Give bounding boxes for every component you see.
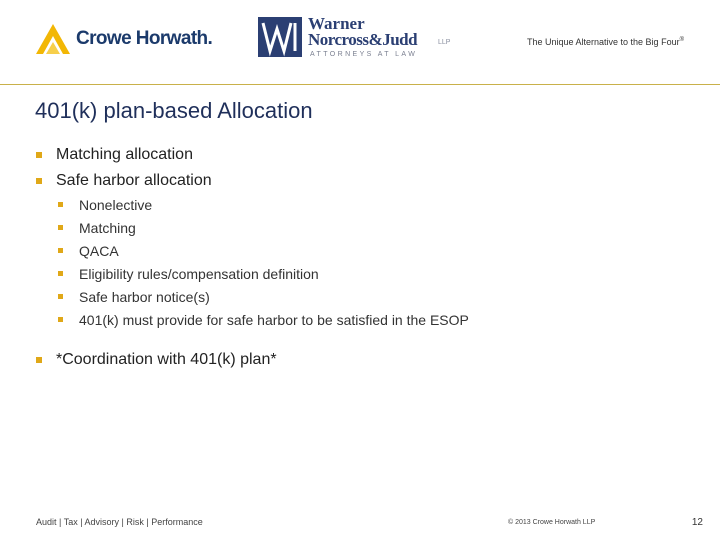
crowe-logo-text: Crowe Horwath.	[76, 28, 213, 49]
bullet-item: Matching allocation	[36, 144, 696, 170]
slide-title: 401(k) plan-based Allocation	[35, 98, 313, 123]
crowe-chevron-icon	[36, 24, 70, 54]
bullet-square-icon	[58, 271, 63, 276]
bullet-square-icon	[58, 202, 63, 207]
bullet-square-icon	[36, 357, 42, 363]
sub-bullet-item: Safe harbor notice(s)	[58, 288, 696, 311]
slide-header	[0, 0, 720, 84]
sub-bullet-item: 401(k) must provide for safe harbor to be satisfied in the ESOP	[58, 311, 696, 334]
bullet-list	[36, 144, 696, 375]
header-divider	[0, 84, 720, 85]
bullet-item: *Coordination with 401(k) plan*	[36, 349, 696, 375]
bullet-square-icon	[36, 178, 42, 184]
wnj-monogram-icon	[258, 17, 302, 57]
sub-bullet-item: Eligibility rules/compensation definition	[58, 265, 696, 288]
wnj-logo-subtitle: ATTORNEYS AT LAW	[310, 51, 418, 58]
wnj-logo-line1: Warner	[308, 14, 365, 33]
sub-bullet-item: QACA	[58, 242, 696, 265]
sub-bullet-list	[58, 196, 696, 334]
bullet-square-icon	[36, 152, 42, 158]
sub-bullet-item: Matching	[58, 219, 696, 242]
warner-norcross-judd-logo	[258, 15, 458, 61]
bullet-square-icon	[58, 225, 63, 230]
page-number: 12	[691, 517, 703, 528]
footer-copyright: © 2013 Crowe Horwath LLP	[508, 519, 596, 526]
wnj-logo-llp: LLP	[438, 39, 451, 46]
crowe-horwath-logo	[36, 22, 212, 56]
bullet-square-icon	[58, 248, 63, 253]
footer-services: Audit | Tax | Advisory | Risk | Performance	[36, 517, 203, 527]
spacer	[36, 334, 696, 349]
bullet-square-icon	[58, 317, 63, 322]
bullet-square-icon	[58, 294, 63, 299]
wnj-logo-line2: Norcross&Judd	[308, 30, 418, 49]
header-tagline: The Unique Alternative to the Big Four®	[526, 37, 684, 47]
bullet-item: Safe harbor allocation	[36, 170, 696, 196]
sub-bullet-item: Nonelective	[58, 196, 696, 219]
